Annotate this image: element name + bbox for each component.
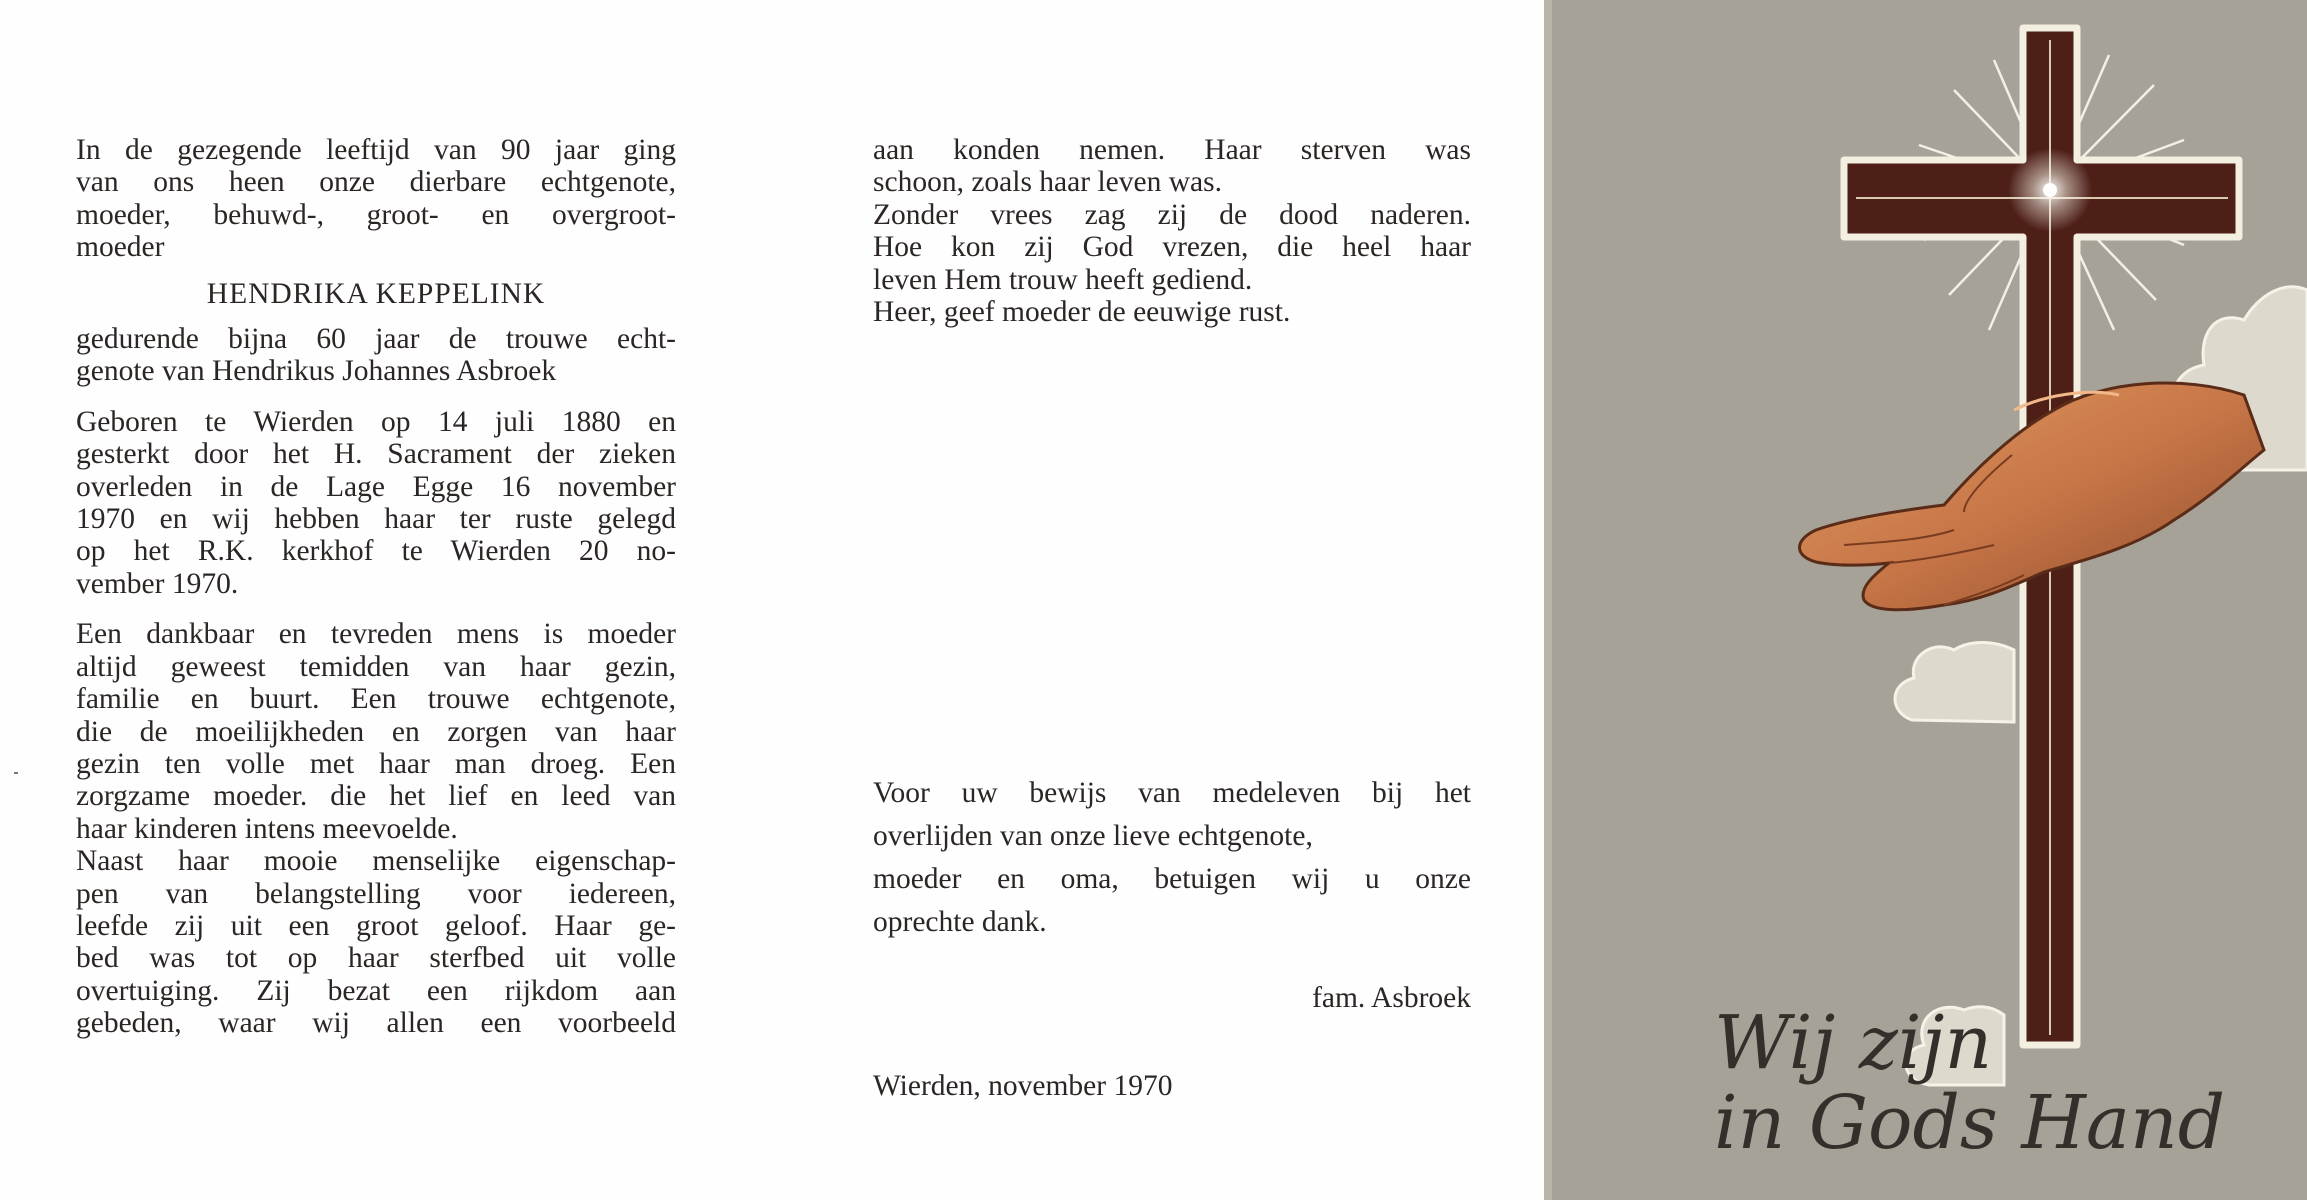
caption-line-1: Wij zijn — [1714, 1000, 1993, 1086]
deceased-name: HENDRIKA KEPPELINK — [206, 277, 546, 310]
dates-line: gesterkt door het H. Sacrament der zieken — [76, 438, 676, 471]
tribute-line: haar kinderen intens meevoelde. — [76, 812, 458, 845]
dates-line: Geboren te Wierden op 14 juli 1880 en — [76, 405, 676, 438]
left-column — [76, 134, 676, 1040]
intro-line: In de gezegende leeftijd van 90 jaar ging — [76, 134, 676, 166]
tribute-line: overtuiging. Zij bezat een rijkdom aan — [76, 974, 676, 1007]
caption — [1714, 1000, 2225, 1166]
tribute-line: altijd geweest temidden van haar gezin, — [76, 650, 676, 683]
middle-column — [873, 134, 1471, 328]
tribute-line: gezin ten volle met haar man droeg. Een — [76, 747, 676, 780]
intro-line: moeder — [76, 231, 165, 264]
tribute-line: Een dankbaar en tevreden mens is moeder — [76, 618, 676, 651]
thanks-block — [873, 772, 1471, 944]
fold-mark — [14, 772, 18, 774]
tribute-line: zorgzame moeder. die het lief en leed van — [76, 780, 676, 813]
dates-line: vember 1970. — [76, 567, 239, 600]
tribute-line: die de moeilijkheden en zorgen van haar — [76, 715, 676, 748]
continuation-line: leven Hem trouw heeft gediend. — [873, 263, 1253, 296]
illustration-panel — [1544, 0, 2307, 1200]
dates-line: overleden in de Lage Egge 16 november — [76, 470, 676, 503]
continuation-line: Zonder vrees zag zij de dood naderen. — [873, 198, 1471, 231]
thanks-line: moeder en oma, betuigen wij u onze — [873, 863, 1471, 895]
illustration-svg — [1544, 0, 2307, 1200]
continuation-line: Hoe kon zij God vrezen, die heel haar — [873, 231, 1471, 264]
continuation-line: schoon, zoals haar leven was. — [873, 166, 1222, 199]
caption-line-2: in Gods Hand — [1714, 1080, 2226, 1166]
intro-line: moeder, behuwd-, groot- en overgroot- — [76, 198, 676, 231]
spouse-line: genote van Hendrikus Johannes Asbroek — [76, 355, 557, 388]
continuation-line: aan konden nemen. Haar sterven was — [873, 134, 1471, 166]
continuation-line: Heer, geef moeder de eeuwige rust. — [873, 296, 1291, 329]
tribute-line: gebeden, waar wij allen een voorbeeld — [76, 1007, 676, 1040]
dates-line: op het R.K. kerkhof te Wierden 20 no- — [76, 535, 676, 568]
thanks-line: oprechte dank. — [873, 906, 1047, 938]
spouse-line: gedurende bijna 60 jaar de trouwe echt- — [76, 323, 676, 356]
intro-line: van ons heen onze dierbare echtgenote, — [76, 166, 676, 199]
tribute-line: leefde zij uit een groot geloof. Haar ge- — [76, 909, 676, 942]
family-signature: fam. Asbroek — [1312, 982, 1471, 1014]
place-date: Wierden, november 1970 — [873, 1070, 1173, 1102]
tribute-line: familie en buurt. Een trouwe echtgenote, — [76, 683, 676, 716]
tribute-line: pen van belangstelling voor iedereen, — [76, 877, 676, 910]
tribute-line: bed was tot op haar sterfbed uit volle — [76, 942, 676, 975]
thanks-line: overlijden van onze lieve echtgenote, — [873, 820, 1313, 852]
thanks-line: Voor uw bewijs van medeleven bij het — [873, 777, 1471, 809]
tribute-line: Naast haar mooie menselijke eigenschap- — [76, 845, 676, 878]
dates-line: 1970 en wij hebben haar ter ruste gelegd — [76, 503, 676, 536]
